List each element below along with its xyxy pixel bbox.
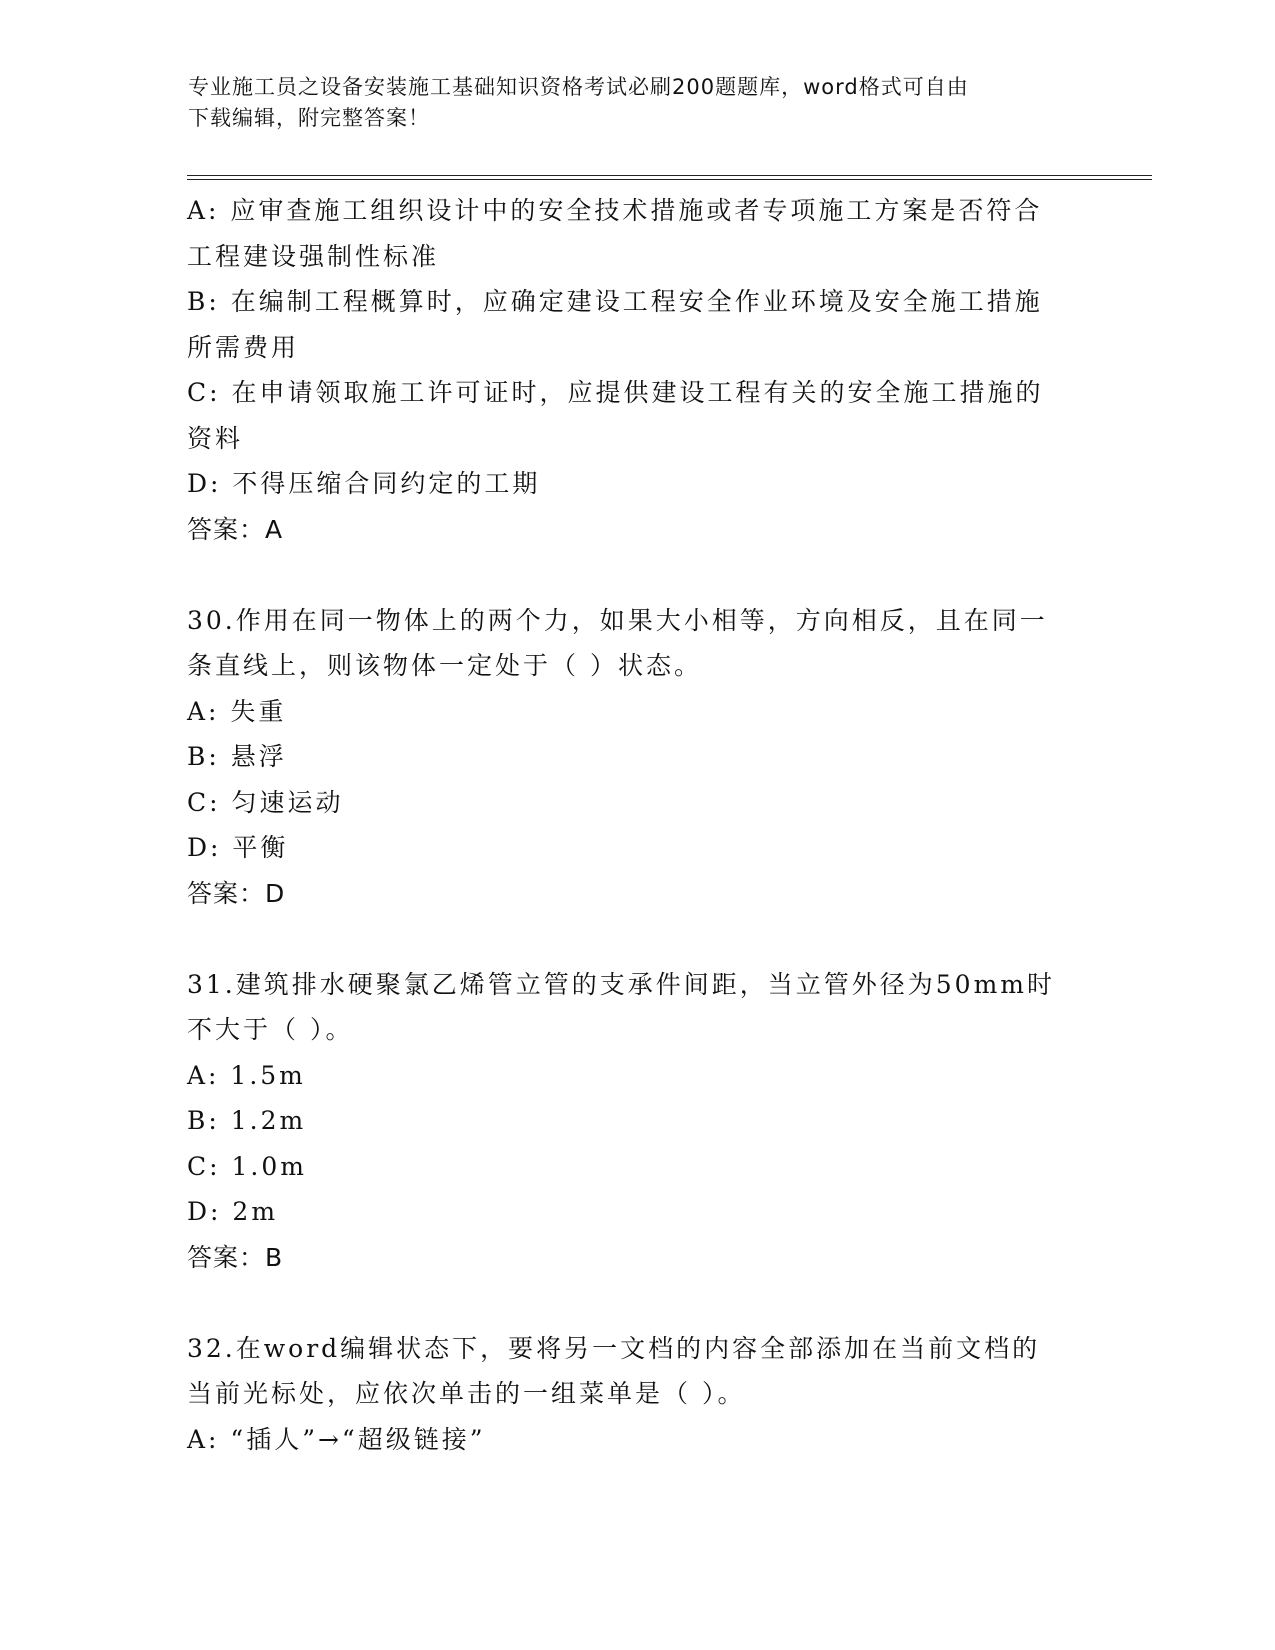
question-stem: 条直线上，则该物体一定处于（ ）状态。	[187, 651, 702, 680]
question-block	[187, 962, 1087, 1281]
question-block	[187, 1326, 1087, 1463]
option-line: C: 1.0m	[187, 1151, 307, 1181]
option	[187, 370, 1087, 461]
question-block	[187, 598, 1087, 917]
option-line: C: 匀速运动	[187, 787, 344, 817]
header-divider	[187, 175, 1152, 180]
option-line: B: 1.2m	[187, 1106, 307, 1135]
option-line: A: 应审查施工组织设计中的安全技术措施或者专项施工方案是否符合	[187, 196, 1043, 225]
option-line: 工程建设强制性标准	[187, 241, 440, 271]
question-stem: 不大于（ ）。	[187, 1015, 354, 1044]
answer-line: 答案：D	[187, 878, 286, 908]
option	[187, 279, 1087, 370]
option-line: 所需费用	[187, 332, 300, 362]
header-line: 专业施工员之设备安装施工基础知识资格考试必刷200题题库，word格式可自由	[188, 75, 969, 99]
option-line: A: 失重	[187, 696, 287, 726]
question-stem: 32.在word编辑状态下，要将另一文档的内容全部添加在当前文档的	[187, 1333, 1041, 1363]
option-line: B: 悬浮	[187, 742, 287, 771]
answer-line: 答案：B	[187, 1242, 284, 1272]
option	[187, 461, 1087, 507]
question-stem: 当前光标处，应依次单击的一组菜单是（ ）。	[187, 1379, 746, 1408]
option-line: D: 2m	[187, 1197, 279, 1226]
option-line: A: 1.5m	[187, 1060, 306, 1090]
document-header	[188, 72, 1068, 134]
option-line: D: 不得压缩合同约定的工期	[187, 469, 541, 498]
option-line: D: 平衡	[187, 833, 289, 862]
question-stem: 31.建筑排水硬聚氯乙烯管立管的支承件间距，当立管外径为50mm时	[187, 969, 1055, 999]
question-block	[187, 188, 1087, 552]
option-line: 资料	[187, 423, 244, 453]
option-line: C: 在申请领取施工许可证时，应提供建设工程有关的安全施工措施的	[187, 378, 1044, 407]
question-stem: 30.作用在同一物体上的两个力，如果大小相等，方向相反，且在同一	[187, 605, 1048, 635]
option	[187, 188, 1087, 279]
answer-line: 答案：A	[187, 514, 284, 544]
option-line: B: 在编制工程概算时，应确定建设工程安全作业环境及安全施工措施	[187, 287, 1043, 316]
document-body	[187, 188, 1087, 1462]
header-line: 下载编辑，附完整答案！	[188, 106, 430, 130]
option-line: A: “插人”→“超级链接”	[187, 1424, 486, 1454]
